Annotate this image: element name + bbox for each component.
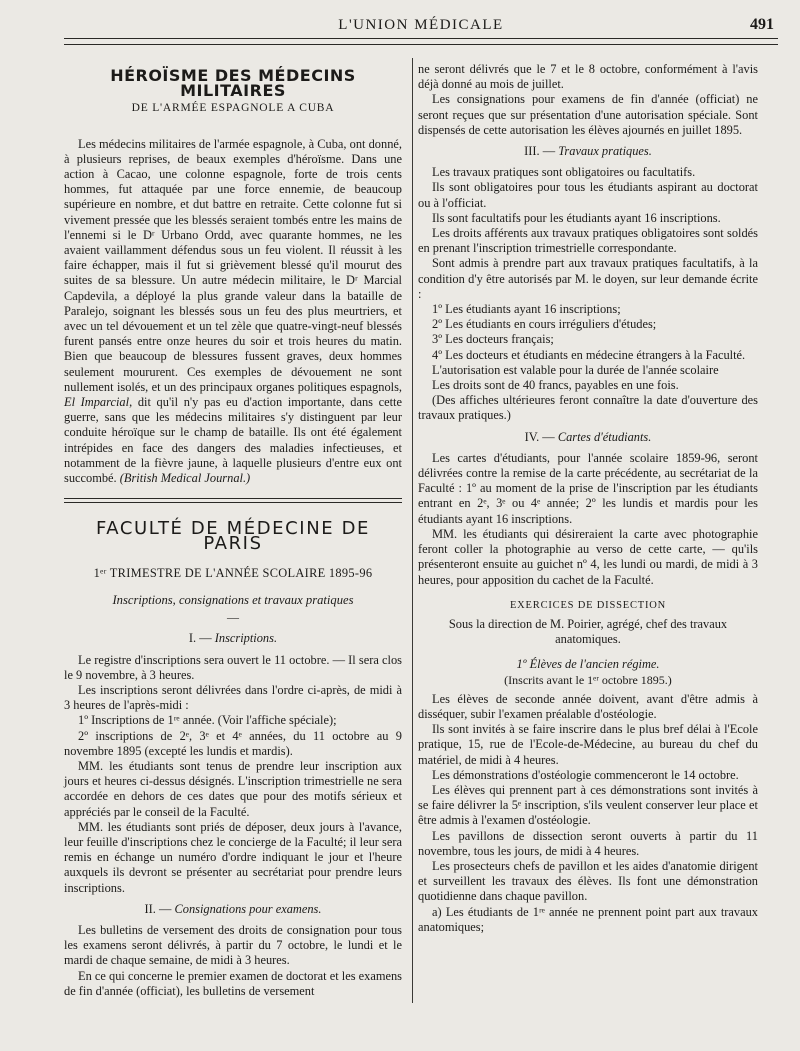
list-item: 2º Les étudiants en cours irréguliers d'études; xyxy=(432,317,657,332)
section-divider xyxy=(64,498,402,503)
paragraph: En ce qui concerne le premier examen de doctorat et les examens de fin d'année (officiat), les bulletins de versement xyxy=(64,968,402,998)
paragraph: Les cartes d'étudiants, pour l'année scolaire 1859-96, seront délivrées contre la remise de la carte précédente, au secrétariat de la Faculté : 1º au moment de la prise de l'inscription par les étudiants entrant en 2ᵉ, 3ᵉ ou 4ᵉ année; 2º les lundis et mardis pour les étudiants ayant 16 inscriptions. xyxy=(418,450,758,526)
section-number: II. — xyxy=(144,901,172,916)
section-title: Cartes d'étudiants. xyxy=(557,429,652,444)
paragraph: Ils sont invités à se faire inscrire dans le plus bref délai à l'Ecole pratique, 15, rue de l'Ecole-de-Médecine, au bureau du chef du matériel, de midi à 4 heures. xyxy=(418,722,758,767)
right-column xyxy=(418,62,758,935)
paragraph: MM. les étudiants sont priés de déposer, deux jours à l'avance, leur feuille d'inscriptions chez le concierge de la Faculté; il leur sera remis en échange un numéro d'ordre indiquant le jour et l'heure auxquels ils devront se présenter au secrétariat pour prendre leurs inscriptions. xyxy=(64,819,402,895)
list-item: 4º Les docteurs et étudiants en médecine étrangers à la Faculté. xyxy=(432,347,746,362)
section-number: III. — xyxy=(524,144,556,159)
section-title: Travaux pratiques. xyxy=(558,144,652,159)
body-text-end: , dit qu'il n'y pas eu d'action importante, dans cette guerre, sans que les médecins militaires s'y distinguent par leur conduite héroïque sur le champ de bataille. Ils ont été également intrépides en face des dangers des maladies infectieuses, et notamment de la fièvre jaune, à laquelle plusieurs d'entre eux ont succombé. xyxy=(64,395,403,486)
section-title: Consignations pour examens. xyxy=(174,901,322,916)
faculty-subtitle: Inscriptions, consignations et travaux pratiques xyxy=(112,592,354,607)
header-rule xyxy=(64,44,778,45)
paragraph: Sont admis à prendre part aux travaux pratiques facultatifs, à la condition d'y être autorisés par M. le doyen, sur leur demande écrite : xyxy=(418,256,758,301)
journal-name: El Imparcial xyxy=(64,395,130,410)
paragraph: Les élèves de seconde année doivent, avant d'être admis à disséquer, subir l'examen préalable d'ostéologie. xyxy=(418,691,758,721)
direction-line: Sous la direction de M. Poirier, agrégé, chef des travaux anatomiques. xyxy=(448,616,728,647)
paragraph: Ils sont facultatifs pour les étudiants ayant 16 inscriptions. xyxy=(432,210,721,225)
body-text: Les médecins militaires de l'armée espagnole, à Cuba, ont donné, à plusieurs reprises, de beaux exemples d'héroïsme. Dans une action à Cacao, une colonne espagnole, forte de trois cents hommes, fut attaquée par une force ennemie, de beaucoup supérieure en nombre, et dut battre en retraite. Cette colonne fut si vivement pressée que les blessés seraient tombés entre les mains de l'ennemi si le Dʳ Urbano Ordd, avec quarante hommes, ne les avaient vaillamment défendus sous un feu violent. Il réussit à les faire échapper, mais il fut si grièvement blessé qu'il mourut des suites de sa blessure. Un autre médecin militaire, le Dʳ Marcial Capdevila, a déployé la plus grande valeur dans la bataille de Paralejo, soignant les blessés sous un feu des plus meurtriers, et avec un tel dévouement et un tel zèle que quatre-vingt-neuf blessés furent pansés entre onze heures du soir et trois heures du matin. Bien que beaucoup de blessures fussent graves, deux hommes seulement moururent. Ces exemples de dévouement ne sont nullement isolés, et un des principaux organes politiques espagnols, xyxy=(64,136,402,394)
paragraph: (Des affiches ultérieures feront connaître la date d'ouverture des travaux pratiques.) xyxy=(418,393,758,423)
paragraph: Les droits afférents aux travaux pratiques obligatoires sont soldés en prenant l'inscription trimestrielle correspondante. xyxy=(418,226,758,256)
paragraph: MM. les étudiants qui désireraient la carte avec photographie feront coller la photographie au verso de cette carte, — qu'ils présenteront ensuite au guichet nº 4, les lundi ou mardi, de midi à 3 heures, pour apposition du cachet de la Faculté. xyxy=(418,526,758,587)
dash-separator: — xyxy=(227,610,239,625)
paragraph: ne seront délivrés que le 7 et le 8 octobre, conformément à l'avis déjà donné au mois de juillet. xyxy=(418,62,758,92)
faculty-heading: FACULTÉ DE MÉDECINE DE PARIS xyxy=(95,518,371,555)
running-head xyxy=(64,14,778,39)
paragraph: L'autorisation est valable pour la durée de l'année scolaire xyxy=(432,362,719,377)
article-credit: (British Medical Journal.) xyxy=(119,471,251,486)
paragraph: Les prosecteurs chefs de pavillon et les aides d'anatomie dirigent et surveillent les travaux des élèves. Ils font une démonstration quotidienne dans chaque pavillon. xyxy=(418,858,758,904)
paragraph: Les droits sont de 40 francs, payables en une fois. xyxy=(432,378,679,393)
article-title-heroism: HÉROÏSME DES MÉDECINS MILITAIRES xyxy=(110,66,356,101)
section-heading-cartes xyxy=(418,430,758,445)
section-number: IV. — xyxy=(524,429,555,444)
subsection-title: 1º Élèves de l'ancien régime. xyxy=(516,657,660,672)
section-number: I. — xyxy=(188,631,212,646)
section-heading-consignations xyxy=(64,902,402,917)
section-heading-travaux xyxy=(418,144,758,159)
exercises-heading: EXERCICES DE DISSECTION xyxy=(509,599,667,611)
column-divider xyxy=(412,58,413,1003)
paragraph: Les élèves qui prennent part à ces démonstrations sont invités à se faire délivrer la 5ᵉ inscription, s'ils veulent conserver leur place et être admis à l'examen d'ostéologie. xyxy=(418,782,758,828)
trimester-heading: 1ᵉʳ TRIMESTRE DE L'ANNÉE SCOLAIRE 1895-96 xyxy=(93,565,373,580)
list-item: 3º Les docteurs français; xyxy=(432,332,554,347)
paragraph: Le registre d'inscriptions sera ouvert le 11 octobre. — Il sera clos le 9 novembre, à 3 heures. xyxy=(64,652,402,682)
subsection-note: (Inscrits avant le 1ᵉʳ octobre 1895.) xyxy=(504,672,672,687)
paragraph: Les consignations pour examens de fin d'année (officiat) ne seront reçues que sur présentation d'une autorisation spéciale. Sont dispensés de cette autorisation les élèves ajournés en juillet 1895. xyxy=(418,92,758,137)
paragraph: MM. les étudiants sont tenus de prendre leur inscription aux jours et heures ci-dessus désignés. L'inscription trimestrielle ne sera accordée en dehors de ces dates que pour des motifs sérieux et appréciés par le conseil de la Faculté. xyxy=(64,758,402,819)
page-number: 491 xyxy=(750,16,774,33)
paragraph: Les bulletins de versement des droits de consignation pour tous les examens seront délivrés, à partir du 7 octobre, le lundi et le mardi de chaque semaine, de midi à 3 heures. xyxy=(64,922,402,968)
article-subtitle-heroism: DE L'ARMÉE ESPAGNOLE A CUBA xyxy=(131,102,335,115)
paragraph: a) Les étudiants de 1ʳᵉ année ne prennent point part aux travaux anatomiques; xyxy=(418,904,758,934)
paragraph: Les démonstrations d'ostéologie commenceront le 14 octobre. xyxy=(432,767,739,782)
section-heading-inscriptions xyxy=(64,631,402,646)
section-title: Inscriptions. xyxy=(214,631,278,646)
paragraph: Les pavillons de dissection seront ouverts à partir du 11 novembre, tous les jours, de midi à 4 heures. xyxy=(418,828,758,858)
subsection-heading xyxy=(418,657,758,672)
list-item: 1º Les étudiants ayant 16 inscriptions; xyxy=(432,302,621,317)
paragraph: Les inscriptions seront délivrées dans l'ordre ci-après, de midi à 3 heures de l'après-midi : xyxy=(64,682,402,713)
list-item: 2º inscriptions de 2ᵉ, 3ᵉ et 4ᵉ années, du 11 octobre au 9 novembre 1895 (excepté les lundis et mardis). xyxy=(64,728,402,758)
paragraph: Ils sont obligatoires pour tous les étudiants aspirant au doctorat ou à l'officiat. xyxy=(418,180,758,210)
left-column xyxy=(64,62,402,999)
paragraph: Les travaux pratiques sont obligatoires ou facultatifs. xyxy=(432,165,696,180)
list-item: 1º Inscriptions de 1ʳᵉ année. (Voir l'affiche spéciale); xyxy=(78,713,337,728)
article-body-heroism xyxy=(64,137,402,487)
running-title: L'UNION MÉDICALE xyxy=(338,17,504,33)
